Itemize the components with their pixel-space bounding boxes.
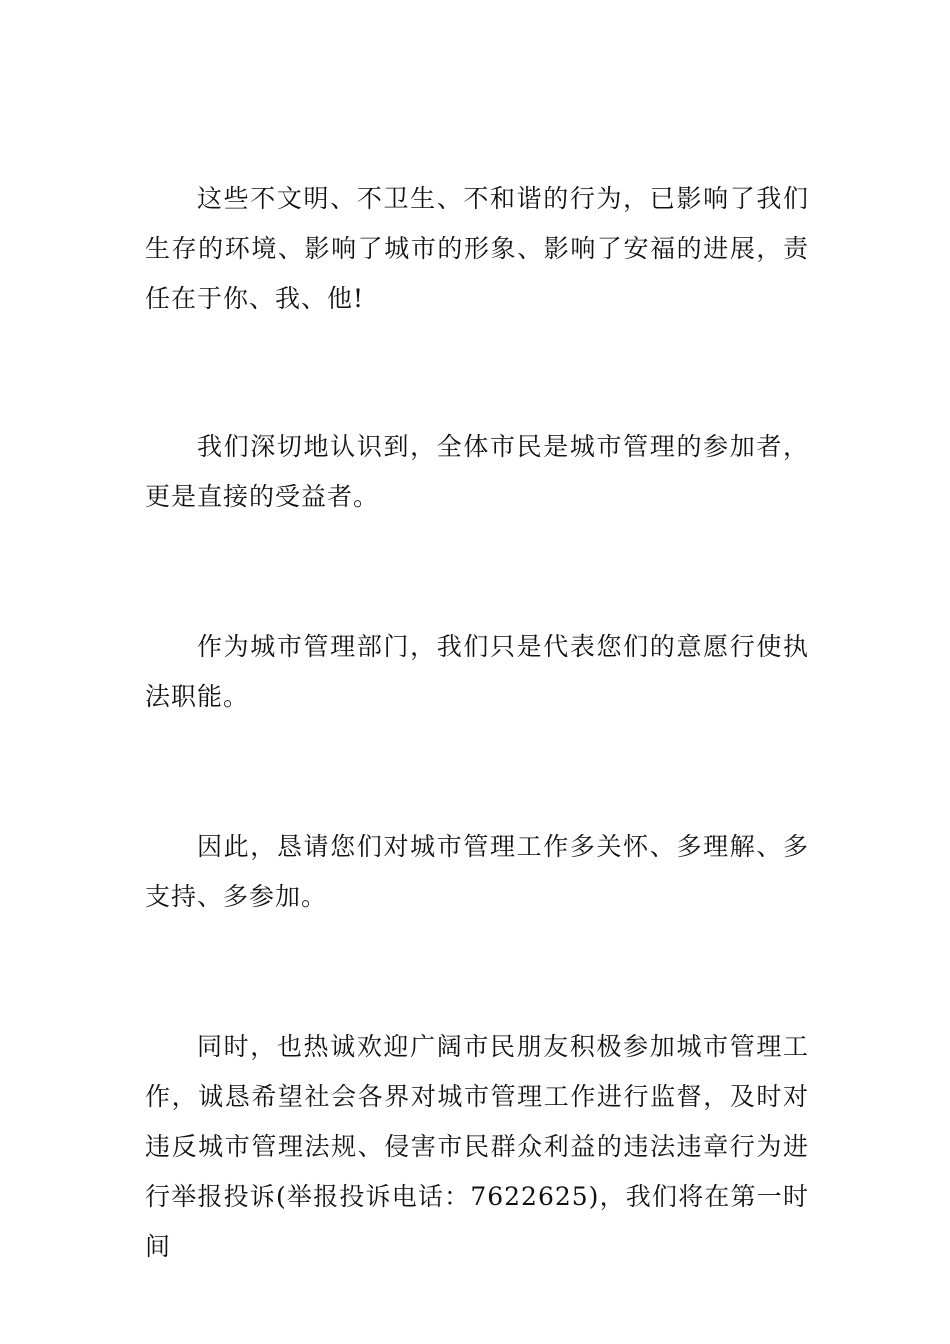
paragraph-5: 同时，也热诚欢迎广阔市民朋友积极参加城市管理工作，诚恳希望社会各界对城市管理工作进行监督，及时对违反城市管理法规、侵害市民群众利益的违法违章行为进行举报投诉(举报投诉电话：7622625)，我们将在第一时间 [145, 1032, 809, 1261]
paragraph-2: 我们深切地认识到，全体市民是城市管理的参加者，更是直接的受益者。 [145, 432, 809, 511]
paragraph-4: 因此，恳请您们对城市管理工作多关怀、多理解、多支持、多参加。 [145, 832, 809, 911]
paragraph-1: 这些不文明、不卫生、不和谐的行为，已影响了我们生存的环境、影响了城市的形象、影响了安福的进展，责任在于你、我、他! [145, 184, 809, 313]
paragraph-3: 作为城市管理部门，我们只是代表您们的意愿行使执法职能。 [145, 632, 809, 711]
